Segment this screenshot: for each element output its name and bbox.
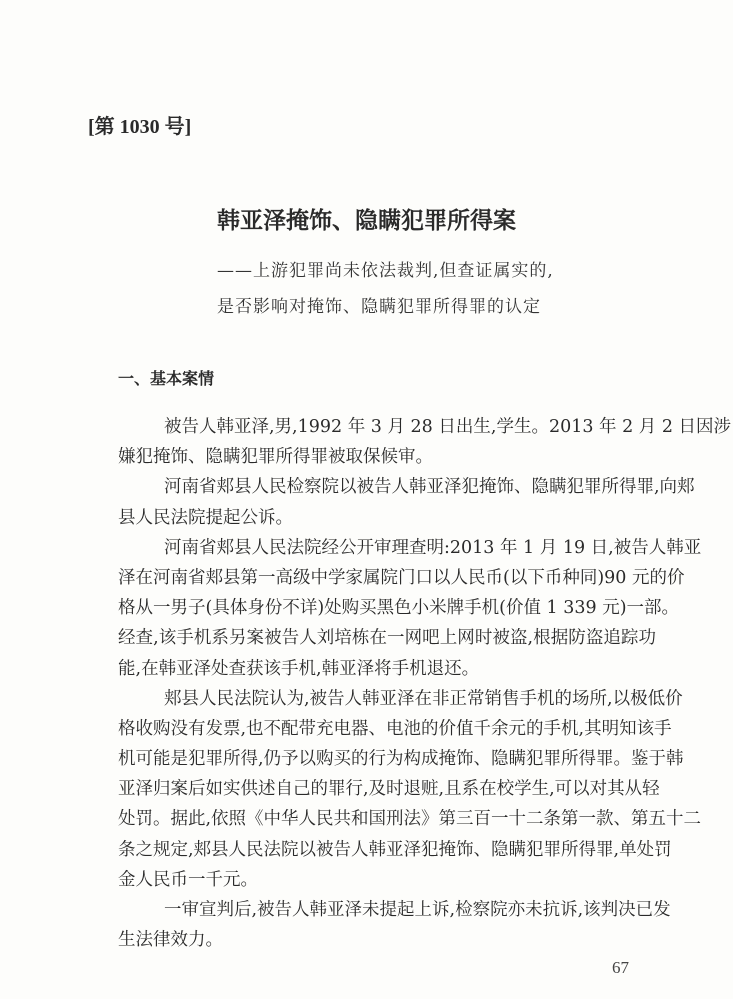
paragraph — [118, 686, 702, 897]
text-line: 格收购没有发票,也不配带充电器、电池的价值千余元的手机,其明知该手 — [118, 718, 672, 739]
text-line: 经查,该手机系另案被告人刘培栋在一网吧上网时被盗,根据防盗追踪功 — [118, 628, 656, 649]
text-line: 河南省郏县人民检察院以被告人韩亚泽犯掩饰、隐瞒犯罪所得罪,向郏 — [164, 477, 695, 498]
text-line: 嫌犯掩饰、隐瞒犯罪所得罪被取保候审。 — [118, 447, 433, 468]
section-heading: 一、基本案情 — [118, 369, 215, 388]
text-line: 一审宣判后,被告人韩亚泽未提起上诉,检察院亦未抗诉,该判决已发 — [164, 900, 671, 920]
paragraph — [118, 414, 732, 474]
page-number: 67 — [612, 958, 629, 977]
text-line: 条之规定,郏县人民法院以被告人韩亚泽犯掩饰、隐瞒犯罪所得罪,单处罚 — [118, 839, 672, 860]
paragraph — [118, 535, 702, 686]
text-line: 机可能是犯罪所得,仍予以购买的行为构成掩饰、隐瞒犯罪所得罪。鉴于韩 — [118, 749, 684, 770]
subtitle-line: 是否影响对掩饰、隐瞒犯罪所得罪的认定 — [217, 297, 541, 317]
text-line: 泽在河南省郏县第一高级中学家属院门口以人民币(以下币种同)90 元的价 — [118, 567, 685, 588]
subtitle-line: ——上游犯罪尚未依法裁判,但查证属实的, — [217, 261, 554, 281]
text-line: 金人民币一千元。 — [118, 869, 258, 890]
text-line: 格从一男子(具体身份不详)处购买黑色小米牌手机(价值 1 339 元)一部。 — [118, 598, 680, 619]
document-title: 韩亚泽掩饰、隐瞒犯罪所得案 — [217, 207, 516, 234]
text-line: 亚泽归案后如实供述自己的罪行,及时退赃,且系在校学生,可以对其从轻 — [118, 779, 660, 800]
case-number: [第 1030 号] — [88, 116, 192, 138]
text-line: 被告人韩亚泽,男,1992 年 3 月 28 日出生,学生。2013 年 2 月 2 日因涉 — [164, 417, 732, 437]
text-line: 郏县人民法院认为,被告人韩亚泽在非正常销售手机的场所,以极低价 — [164, 688, 683, 709]
text-line: 河南省郏县人民法院经公开审理查明:2013 年 1 月 19 日,被告人韩亚 — [164, 537, 702, 558]
text-line: 县人民法院提起公诉。 — [118, 507, 293, 528]
text-line: 能,在韩亚泽处查获该手机,韩亚泽将手机退还。 — [118, 658, 480, 679]
paragraph — [118, 897, 671, 957]
paragraph — [118, 474, 695, 534]
text-line: 处罚。据此,依照《中华人民共和国刑法》第三百一十二条第一款、第五十二 — [118, 809, 702, 830]
body-text — [118, 414, 732, 957]
text-line: 生法律效力。 — [118, 930, 223, 951]
